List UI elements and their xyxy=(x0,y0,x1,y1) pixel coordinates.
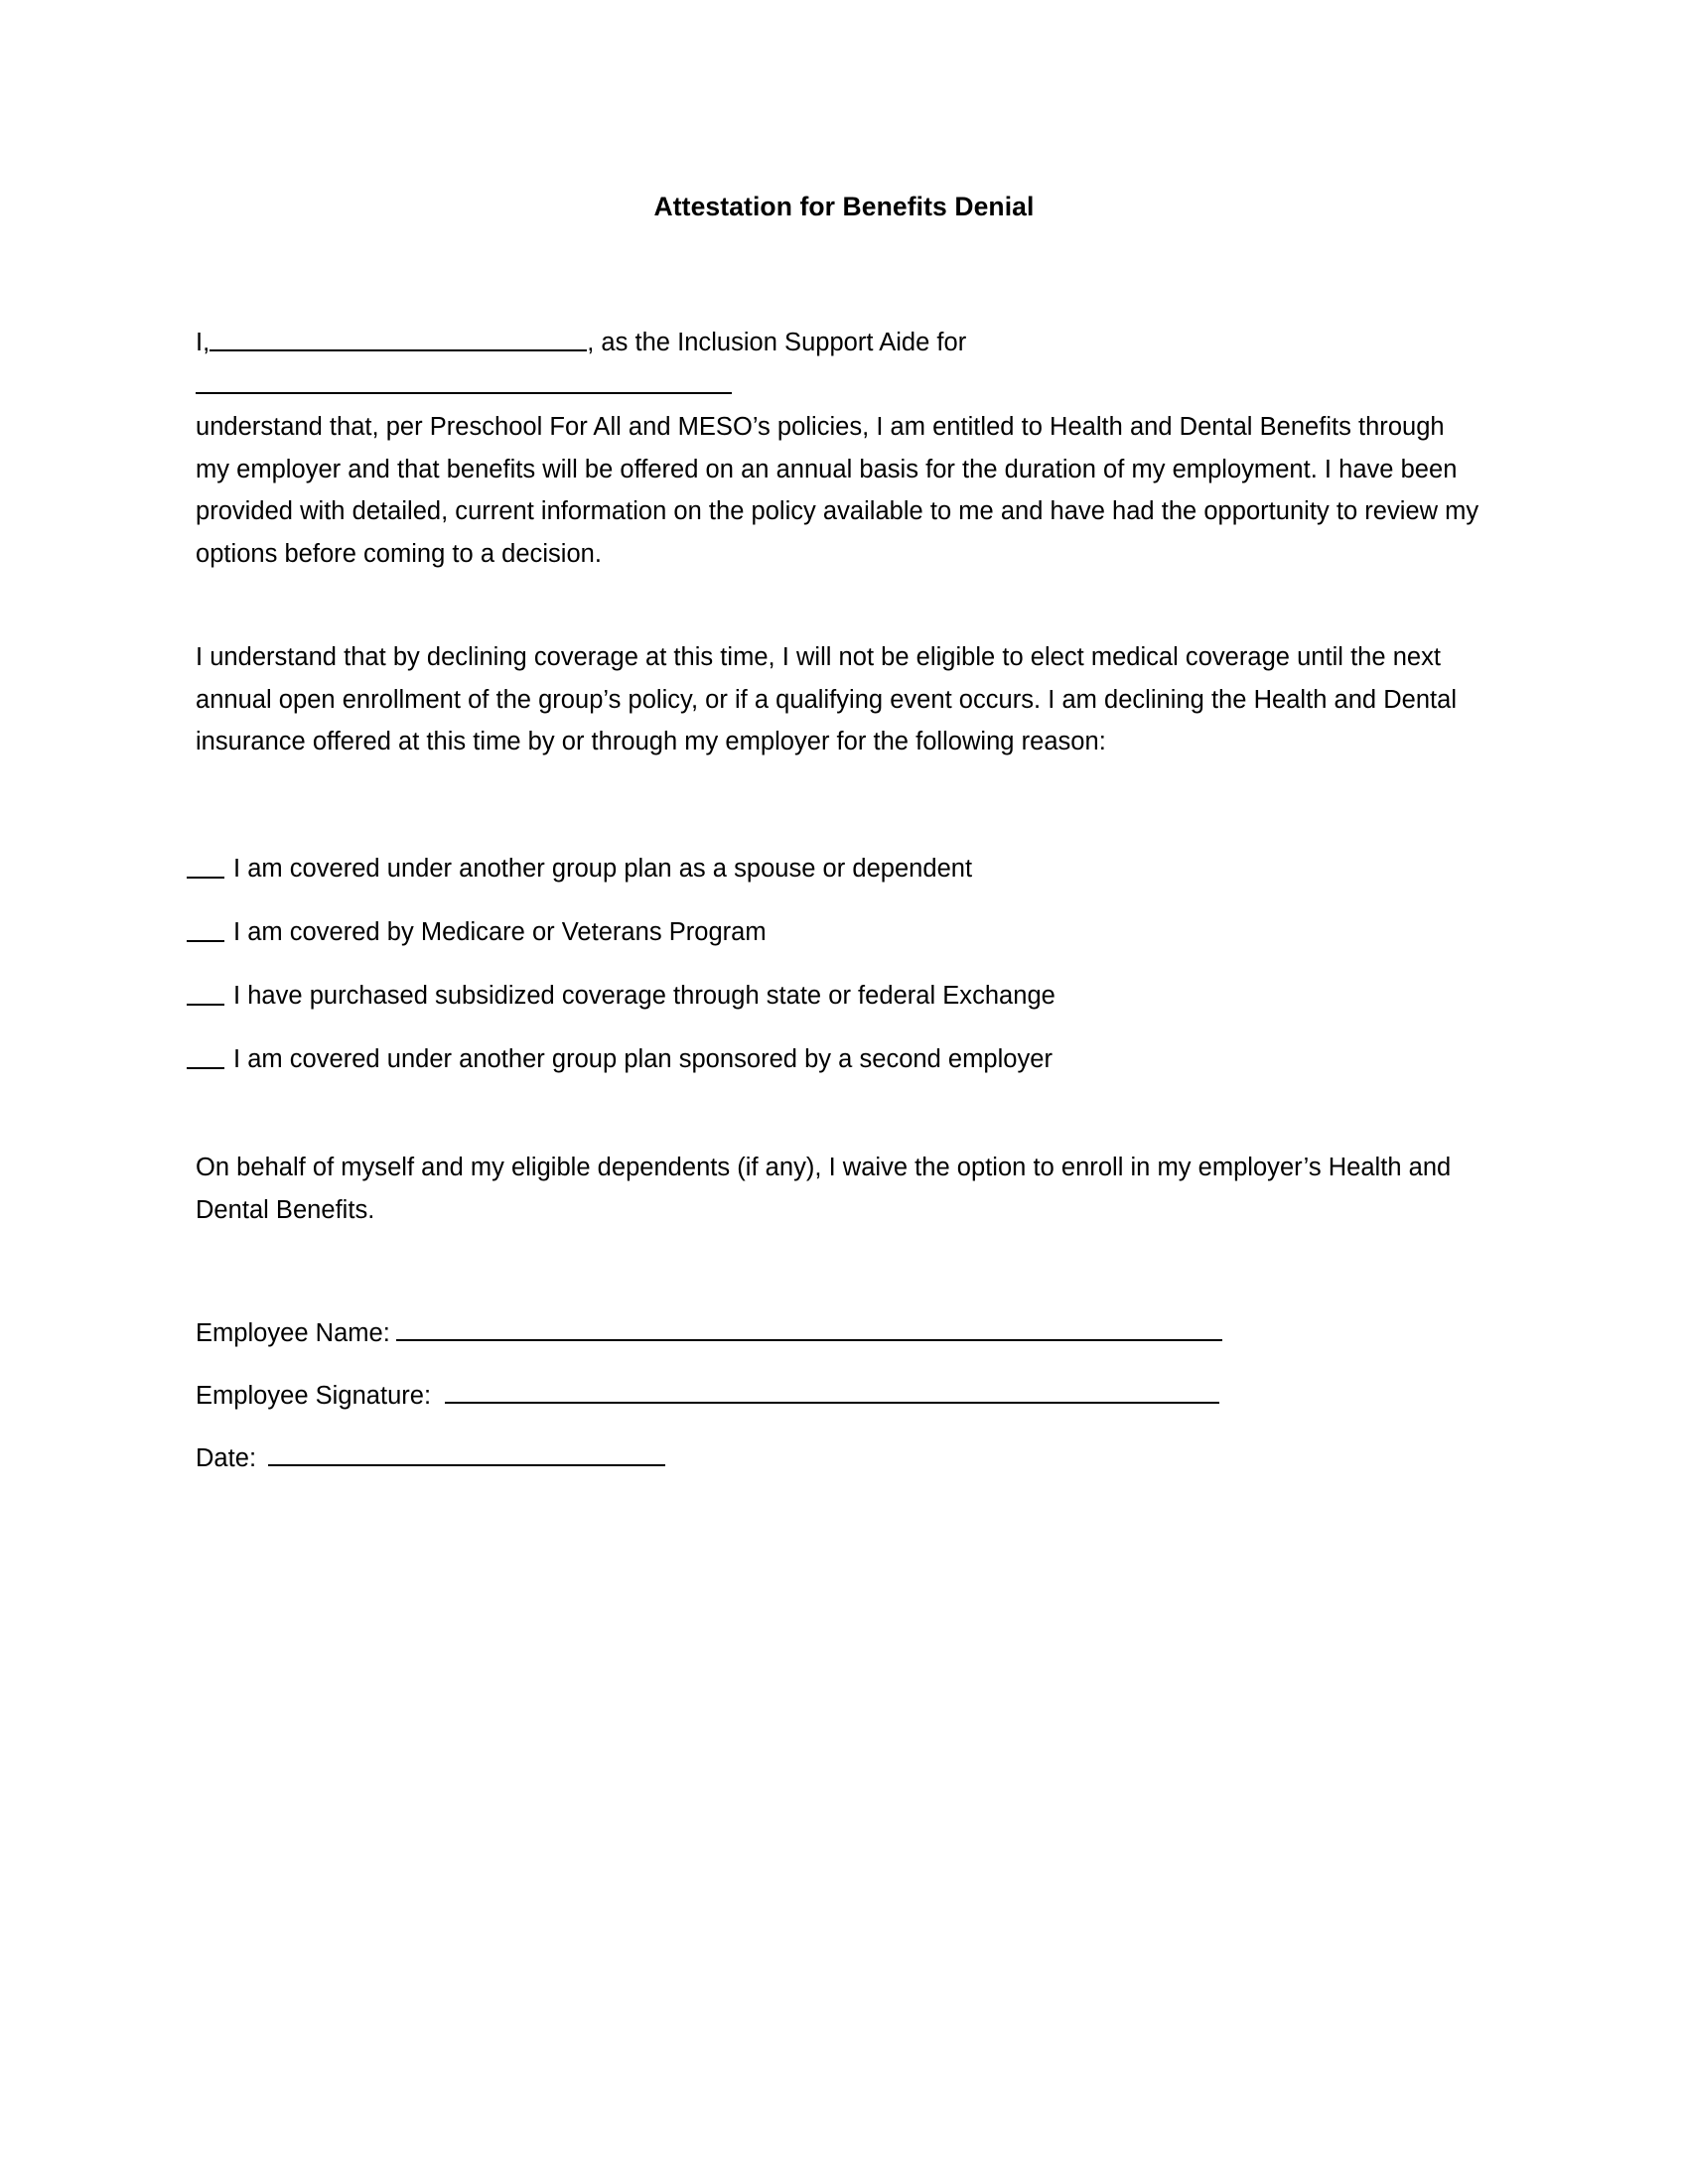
employee-name-field[interactable] xyxy=(396,1318,1222,1341)
reason-label: I am covered under another group plan sponsored by a second employer xyxy=(233,1045,1053,1074)
reason-list-item xyxy=(187,1010,1477,1073)
reason-list-item xyxy=(187,883,1477,946)
reason-checkbox-blank[interactable] xyxy=(187,1051,224,1069)
employee-signature-row xyxy=(196,1381,1486,1443)
intro-paragraph xyxy=(196,322,1481,575)
date-field[interactable] xyxy=(268,1443,665,1466)
waiver-body-text: On behalf of myself and my eligible dependents (if any), I waive the option to enroll in my employer’s Health and Dental Benefits. xyxy=(196,1154,1452,1224)
decline-body-text: I understand that by declining coverage at this time, I will not be eligible to elect medical coverage until the next annual open enrollment of the group’s policy, or if a qualifying event occurs. I am declining the Health and Dental insurance offered at this time by or through my employer for the following reason: xyxy=(196,643,1458,755)
reason-label: I am covered under another group plan as a spouse or dependent xyxy=(233,855,973,884)
date-label: Date: xyxy=(196,1443,257,1472)
employee-signature-label: Employee Signature: xyxy=(196,1381,432,1410)
reason-label: I have purchased subsidized coverage through state or federal Exchange xyxy=(233,982,1055,1011)
reason-list-item xyxy=(187,819,1477,883)
waiver-paragraph xyxy=(196,1147,1481,1231)
page-title: Attestation for Benefits Denial xyxy=(653,192,1035,221)
decline-paragraph xyxy=(196,636,1481,763)
intro-first-line xyxy=(196,322,1481,406)
reason-checkbox-blank[interactable] xyxy=(187,924,224,942)
intro-lead-text: I, xyxy=(196,329,211,356)
intro-body-text: understand that, per Preschool For All and MESO’s policies, I am entitled to Health and Dental Benefits through my employer and that benefits will be offered on an annual basis for the duration of my employment. I have been provided with detailed, current information on the policy available to me and have had the opportunity to review my options before coming to a decision. xyxy=(196,413,1479,568)
reason-list xyxy=(187,819,1477,1073)
reason-label: I am covered by Medicare or Veterans Program xyxy=(233,918,767,947)
reason-list-item xyxy=(187,946,1477,1010)
employee-signature-field[interactable] xyxy=(445,1381,1219,1404)
reason-checkbox-blank[interactable] xyxy=(187,988,224,1006)
employee-name-label: Employee Name: xyxy=(196,1318,390,1347)
reason-checkbox-blank[interactable] xyxy=(187,861,224,879)
employee-name-row xyxy=(196,1318,1486,1381)
intro-mid-text: , as the Inclusion Support Aide for xyxy=(587,329,967,356)
employee-name-blank[interactable] xyxy=(210,326,587,351)
signature-block xyxy=(196,1318,1486,1506)
date-row xyxy=(196,1443,1486,1506)
employer-name-blank[interactable] xyxy=(196,367,732,393)
